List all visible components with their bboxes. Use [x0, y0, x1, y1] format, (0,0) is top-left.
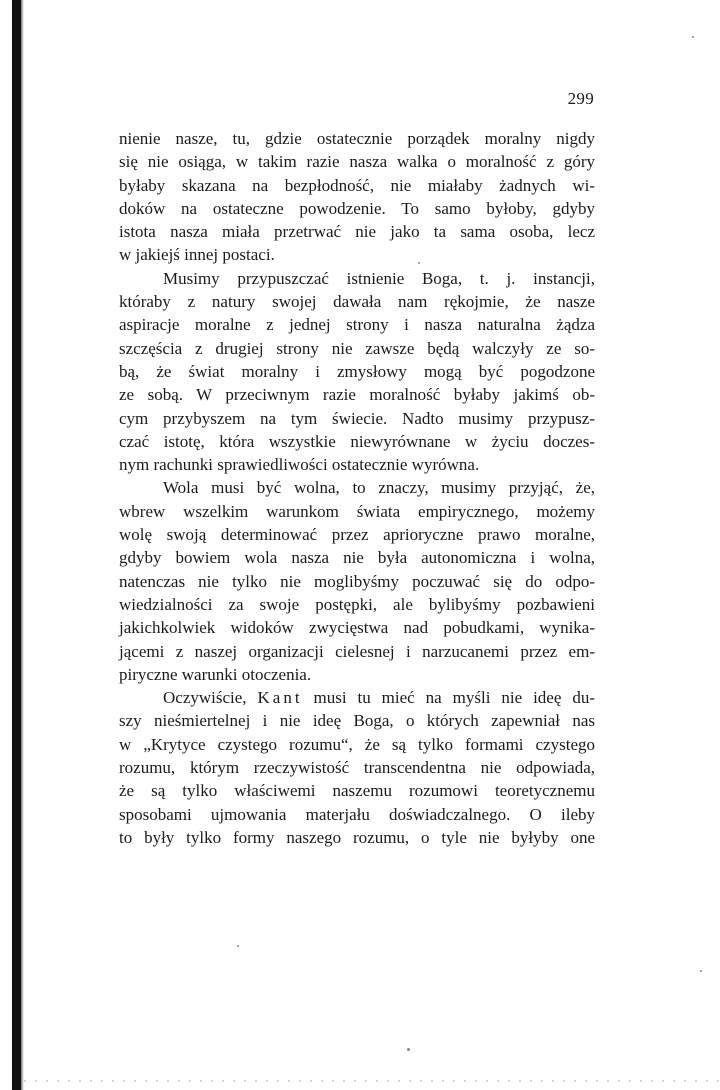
text-line: że są tylko właściwemi naszemu rozumowi teoretycznemu [119, 781, 595, 801]
paper-speck [700, 970, 702, 972]
text-line: jakichkolwiek widoków zwycięstwa nad pobudkami, wynika- [119, 618, 595, 638]
text-line: byłaby skazana na bezpłodność, nie miałaby żadnych wi- [119, 175, 595, 195]
text-line: sposobami ujmowania materjału doświadczalnego. O ileby [119, 804, 595, 824]
text-line: któraby z natury swojej dawała nam rękojmie, że nasze [119, 292, 595, 312]
text-line: w jakiejś innej postaci. [119, 245, 275, 265]
text-line: aspiracje moralne z jednej strony i nasza naturalna żądza [119, 315, 595, 335]
text-line: szy nieśmiertelnej i nie ideę Boga, o których zapewniał nas [119, 711, 595, 731]
paper-speck [407, 1048, 410, 1051]
text-line: gdyby bowiem wola nasza nie była autonomiczna i wolna, [119, 548, 595, 568]
text-line: bą, że świat moralny i zmysłowy mogą być pogodzone [119, 361, 595, 381]
page-binding-edge [12, 0, 21, 1090]
text-line: Musimy przypuszczać istnienie Boga, t. j. instancji, [163, 268, 595, 288]
text-line: wiedzialności za swoje postępki, ale bylibyśmy pozbawieni [119, 594, 595, 614]
text-fragment: Oczywiście, [163, 688, 258, 708]
page-body-text [119, 127, 595, 849]
text-line: piryczne warunki otoczenia. [119, 664, 312, 684]
text-line: jącemi z naszej organizacji cielesnej i narzucanemi przez em- [119, 641, 595, 661]
text-line: to były tylko formy naszego rozumu, o tyle nie byłyby one [119, 827, 595, 847]
text-line: w „Krytyce czystego rozumu“, że są tylko formami czystego [119, 734, 595, 754]
text-line: cym przybyszem na tym świecie. Nadto musimy przypusz- [119, 408, 595, 428]
text-line: istota nasza miała przetrwać nie jako ta sama osoba, lecz [119, 222, 595, 242]
paper-speck [237, 945, 239, 947]
text-line: nym rachunki sprawiedliwości ostatecznie wyrówna. [119, 455, 480, 475]
text-line [119, 686, 595, 709]
binding-shadow [21, 0, 24, 1090]
text-line: wbrew wszelkim warunkom świata empirycznego, możemy [119, 501, 595, 521]
spaced-name: Kant [257, 688, 303, 708]
text-line: Wola musi być wolna, to znaczy, musimy przyjąć, że, [163, 478, 595, 498]
paper-speck [692, 36, 694, 38]
paper-speck [418, 262, 420, 264]
text-line: natenczas nie tylko nie moglibyśmy poczuwać się do odpo- [119, 571, 595, 591]
text-fragment: musi tu mieć na myśli nie ideę du- [302, 688, 595, 708]
page-number: 299 [567, 89, 594, 108]
text-line: wolę swoją determinować przez aprioryczne prawo moralne, [119, 525, 595, 545]
text-line: się nie osiąga, w takim razie nasza walka o moralność z góry [119, 152, 595, 172]
text-line: szczęścia z drugiej strony nie zawsze będą walczyły ze so- [119, 338, 595, 358]
text-line: czać istotę, która wszystkie niewyrównane w życiu doczes- [119, 431, 595, 451]
text-line: rozumu, którym rzeczywistość transcendentna nie odpowiada, [119, 758, 595, 778]
text-line: doków na ostateczne powodzenie. To samo byłoby, gdyby [119, 198, 595, 218]
text-line: ze sobą. W przeciwnym razie moralność byłaby jakimś ob- [119, 385, 595, 405]
text-line: nienie nasze, tu, gdzie ostatecznie porządek moralny nigdy [119, 129, 595, 148]
scan-noise [24, 1080, 720, 1082]
